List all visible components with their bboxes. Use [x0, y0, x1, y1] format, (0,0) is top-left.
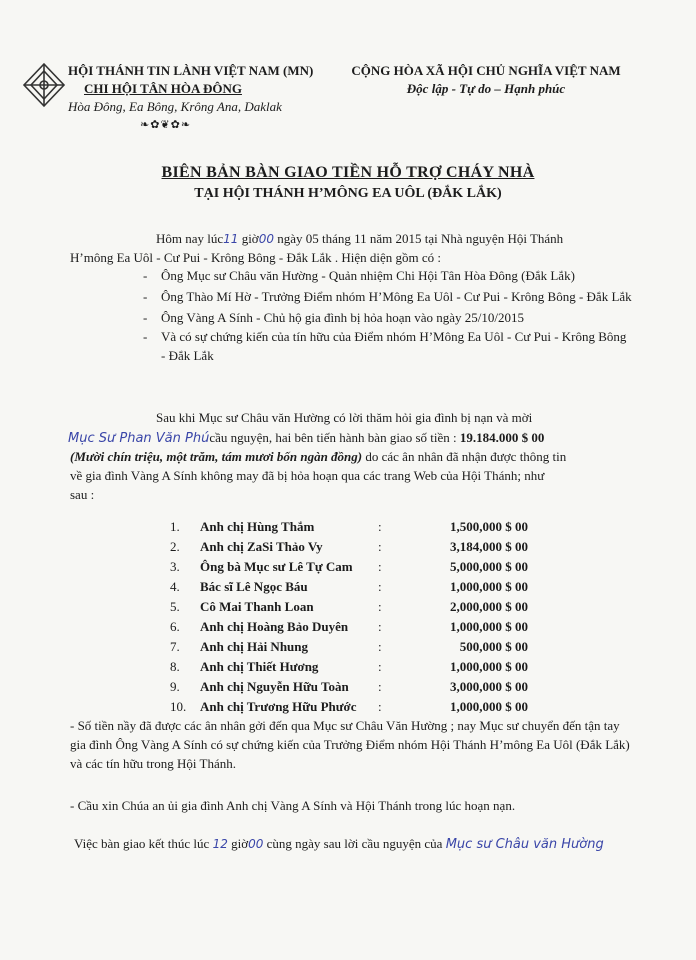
donor-row: 4. Bác sĩ Lê Ngọc Báu : 1,000,000 $ 00: [170, 579, 528, 594]
handwritten-pastor-name: Mục Sư Phan Văn Phú: [68, 431, 210, 446]
document-title: BIÊN BẢN BÀN GIAO TIỀN HỖ TRỢ CHÁY NHÀ: [161, 164, 535, 181]
donor-row: 5. Cô Mai Thanh Loan : 2,000,000 $ 00: [170, 599, 528, 614]
attendee-list: [143, 266, 633, 365]
handwritten-end-hour: 12: [212, 837, 228, 851]
attendee-item: - Ông Thào Mí Hờ - Trưởng Điểm nhóm H’Mông Ea Uôl - Cư Pui - Krông Bông - Đắk Lắk: [143, 289, 632, 304]
donor-row: 9. Anh chị Nguyễn Hữu Toàn : 3,000,000 $ 00: [170, 679, 528, 694]
total-amount: 19.184.000 $ 00: [459, 430, 545, 445]
church-address: Hòa Đông, Ea Bông, Krông Ana, Daklak: [68, 99, 282, 114]
donor-row: 2. Anh chị ZaSi Thảo Vy : 3,184,000 $ 00: [170, 539, 528, 554]
amount-in-words: (Mười chín triệu, một trăm, tám mươi bốn ngàn đồng): [70, 449, 363, 464]
handwritten-hour: 11: [223, 232, 239, 246]
donor-row: 10. Anh chị Trương Hữu Phước : 1,000,000 $ 00: [170, 699, 528, 714]
branch-name: CHI HỘI TÂN HÒA ĐÔNG: [84, 81, 242, 96]
handover-line-5: sau :: [70, 487, 95, 502]
donor-row: 1. Anh chị Hùng Thắm : 1,500,000 $ 00: [170, 519, 528, 534]
donor-row: 6. Anh chị Hoàng Bảo Duyên : 1,000,000 $ 00: [170, 619, 528, 634]
handwritten-signature: Mục sư Châu văn Hường: [445, 837, 604, 852]
country-name: CỘNG HÒA XÃ HỘI CHỦ NGHĨA VIỆT NAM: [351, 63, 621, 78]
handover-line-2: Mục Sư Phan Văn Phúcầu nguyện, hai bên tiến hành bàn giao số tiền : 19.184.000 $ 00: [68, 430, 545, 446]
donor-table: [170, 517, 530, 717]
intro-line-2: H’mông Ea Uôl - Cư Pui - Krông Bông - Đắk Lắk . Hiện diện gồm có :: [70, 250, 441, 265]
document-subtitle: TẠI HỘI THÁNH H’MÔNG EA UÔL (ĐẮK LẮK): [194, 186, 502, 201]
transfer-note: - Số tiền nầy đã được các ân nhân gởi đến qua Mục sư Châu Văn Hường ; nay Mục sư chuyển đến tận tay gia đình Ông Vàng A Sính có sự chứng kiến của Trưởng Điểm nhóm Hội Thánh H’mông Ea Uôl (Đắk Lắk) và các tín hữu trong Hội Thánh.: [70, 718, 630, 771]
handover-line-3: (Mười chín triệu, một trăm, tám mươi bốn ngàn đồng) do các ân nhân đã nhận được thông tin: [70, 449, 567, 464]
national-header: [336, 62, 636, 98]
attendee-item: - Ông Mục sư Châu văn Hường - Quản nhiệm Chi Hội Tân Hòa Đông (Đắk Lắk): [143, 268, 575, 283]
donor-row: 8. Anh chị Thiết Hương : 1,000,000 $ 00: [170, 659, 528, 674]
donor-row: 7. Anh chị Hải Nhung : 500,000 $ 00: [170, 639, 528, 654]
prayer-note: - Cầu xin Chúa an ủi gia đình Anh chị Vàng A Sính và Hội Thánh trong lúc hoạn nạn.: [70, 798, 516, 813]
national-motto: Độc lập - Tự do – Hạnh phúc: [406, 81, 566, 96]
handwritten-end-minute: 00: [248, 837, 264, 851]
intro-line-1: Hôm nay lúc11 giờ00 ngày 05 tháng 11 năm 2015 tại Nhà nguyện Hội Thánh: [156, 231, 564, 246]
church-name: HỘI THÁNH TIN LÀNH VIỆT NAM (MN): [68, 63, 314, 78]
handover-line-1: Sau khi Mục sư Châu văn Hường có lời thăm hỏi gia đình bị nạn và mời: [156, 410, 533, 425]
church-logo-icon: [22, 62, 66, 108]
donor-row: 3. Ông bà Mục sư Lê Tự Cam : 5,000,000 $ 00: [170, 559, 528, 574]
handover-line-4: về gia đình Vàng A Sính không may đã bị hỏa hoạn qua các trang Web của Hội Thánh; như: [70, 468, 545, 483]
attendee-item: - Ông Vàng A Sính - Chủ hộ gia đình bị hỏa hoạn vào ngày 25/10/2015: [143, 310, 525, 325]
ornament-divider: ❧✿❦✿❧: [140, 119, 192, 131]
attendee-item: - Và có sự chứng kiến của tín hữu của Điểm nhóm H’Mông Ea Uôl - Cư Pui - Krông Bông - Đắk Lắk: [143, 329, 627, 363]
closing-line: Việc bàn giao kết thúc lúc 12 giờ00 cùng ngày sau lời cầu nguyện của Mục sư Châu văn Hường: [74, 836, 604, 852]
handwritten-minute: 00: [258, 232, 274, 246]
church-header: [68, 62, 313, 134]
